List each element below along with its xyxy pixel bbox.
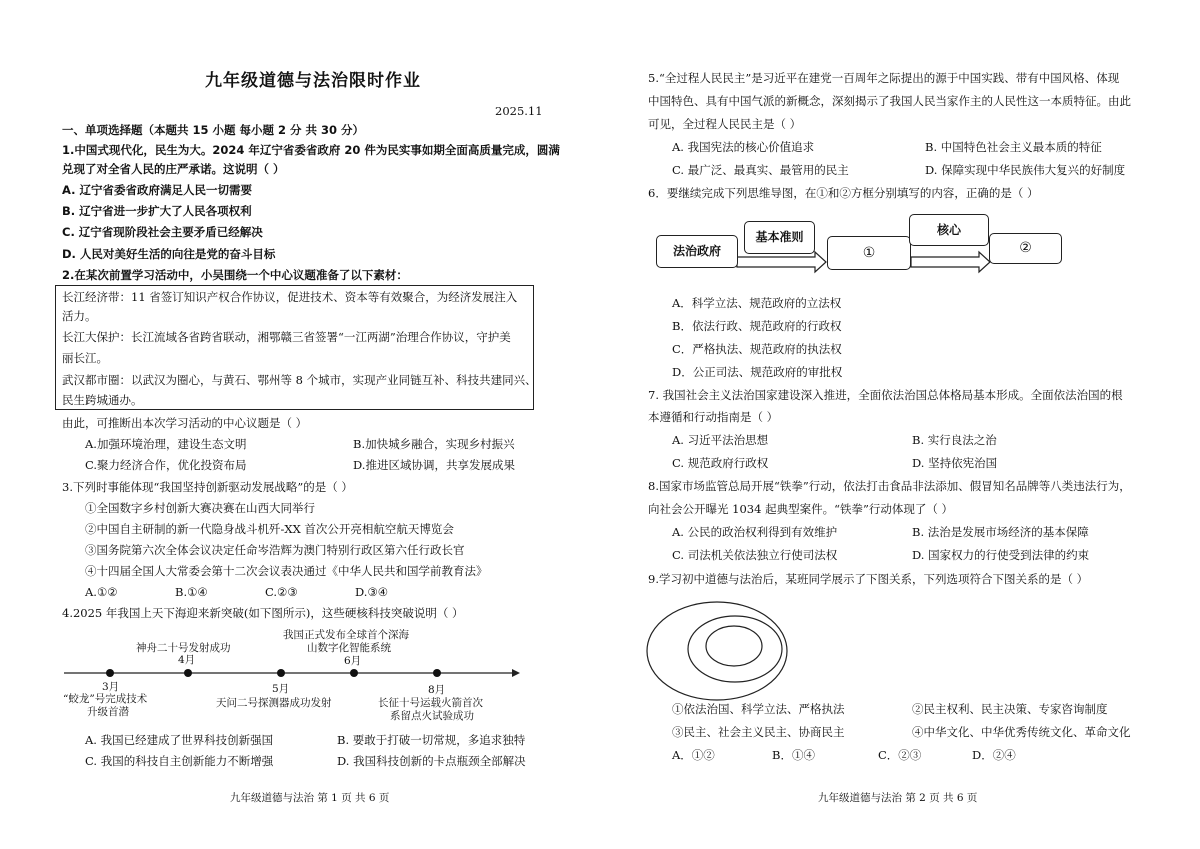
q3-option-d: D.③④	[355, 585, 389, 599]
q1-option-d: D. 人民对美好生活的向往是党的奋斗目标	[62, 247, 276, 261]
q3-option-b: B.①④	[175, 585, 208, 599]
q1-option-a: A. 辽宁省委省政府满足人民一切需要	[62, 183, 252, 197]
q7-stem-line1: 7. 我国社会主义法治国家建设深入推进，全面依法治国总体格局基本形成。全面依法治国的根	[648, 388, 1123, 402]
q5-stem-line1: 5.“全过程人民民主”是习近平在建党一百周年之际提出的源于中国实践、带有中国风格、体现	[648, 71, 1120, 85]
q6-option-a: A．科学立法、规范政府的立法权	[672, 296, 842, 310]
q9-nested-ellipses	[600, 0, 1200, 849]
q6-option-d: D．公正司法、规范政府的审批权	[672, 365, 843, 379]
timeline-month: 6月	[344, 655, 362, 667]
q9-option-c: C．②③	[878, 748, 922, 762]
q9-stem: 9.学习初中道德与法治后，某班同学展示了下图关系，下列选项符合下图关系的是（ ）	[648, 572, 1089, 586]
q2-material-line: 长江经济带：11 省签订知识产权合作协议，促进技术、资本等有效聚合，为经济发展注入	[62, 290, 518, 304]
flow-label-basic-principle: 基本准则	[744, 221, 815, 254]
q2-material-line: 长江大保护：长江流域各省跨省联动，湘鄂赣三省签署“一江两湖”治理合作协议，守护美	[62, 330, 511, 344]
q3-item: ②中国自主研制的新一代隐身战斗机歼-XX 首次公开亮相航空航天博览会	[85, 522, 454, 536]
q4-option-b: B. 要敢于打破一切常规，多追求独特	[337, 733, 526, 747]
page-title: 九年级道德与法治限时作业	[205, 71, 421, 91]
timeline-dot-march	[106, 669, 114, 677]
timeline-month: 5月	[272, 683, 290, 695]
q2-material-line: 丽长江。	[62, 351, 108, 365]
q1-stem-line2: 兑现了对全省人民的庄严承诺。这说明（ ）	[62, 162, 285, 176]
q4-option-d: D. 我国科技创新的卡点瓶颈全部解决	[337, 754, 526, 768]
timeline-event-text: 天问二号探测器成功发射	[216, 697, 332, 709]
q5-option-a: A. 我国宪法的核心价值追求	[672, 140, 815, 154]
q3-item: ①全国数字乡村创新大赛决赛在山西大同举行	[85, 501, 315, 515]
section-header: 一、单项选择题（本题共 15 小题 每小题 2 分 共 30 分）	[62, 123, 365, 137]
q6-option-b: B．依法行政、规范政府的行政权	[672, 319, 842, 333]
q5-stem-line2: 中国特色、具有中国气派的新概念，深刻揭示了我国人民当家作主的人民性这一本质特征。由此	[648, 94, 1131, 108]
q7-option-c: C. 规范政府行政权	[672, 456, 769, 470]
q5-option-d: D. 保障实现中华民族伟大复兴的好制度	[925, 163, 1126, 177]
timeline-month: 4月	[178, 654, 196, 666]
q7-option-b: B. 实行良法之治	[912, 433, 997, 447]
flow-box-rule-of-law-government: 法治政府	[656, 235, 738, 268]
q6-option-c: C．严格执法、规范政府的执法权	[672, 342, 842, 356]
page-footer: 九年级道德与法治 第 2 页 共 6 页	[818, 792, 978, 804]
page-2	[600, 0, 1200, 849]
timeline-month: 8月	[428, 684, 446, 696]
date-label: 2025.11	[495, 104, 543, 118]
q7-stem-line2: 本遵循和行动指南是（ ）	[648, 410, 779, 424]
q5-option-c: C. 最广泛、最真实、最管用的民主	[672, 163, 849, 177]
q2-option-a: A.加强环境治理，建设生态文明	[85, 437, 247, 451]
q8-option-b: B. 法治是发展市场经济的基本保障	[912, 525, 1089, 539]
q1-stem-line1: 1.中国式现代化，民生为大。2024 年辽宁省委省政府 20 件为民实事如期全面高质量完成，圆满	[62, 143, 560, 157]
flow-box-blank-2: ②	[989, 233, 1062, 264]
timeline-event-text: 神舟二十号发射成功	[136, 642, 231, 654]
q4-stem: 4.2025 年我国上天下海迎来新突破(如下图所示)，这些硬核科技突破说明（ ）	[62, 606, 464, 620]
q9-item: ④中华文化、中华优秀传统文化、革命文化	[912, 725, 1131, 739]
q7-option-a: A. 习近平法治思想	[672, 433, 769, 447]
q8-option-a: A. 公民的政治权利得到有效维护	[672, 525, 838, 539]
outer-ellipse	[647, 602, 787, 700]
q3-stem: 3.下列时事能体现“我国坚持创新驱动发展战略”的是（ ）	[62, 480, 353, 494]
timeline-dot-june	[350, 669, 358, 677]
q1-option-b: B. 辽宁省进一步扩大了人民各项权利	[62, 204, 252, 218]
q9-item: ①依法治国、科学立法、严格执法	[672, 702, 845, 716]
q2-material-line: 民生跨城通办。	[62, 393, 143, 407]
timeline-event-text: 长征十号运载火箭首次	[378, 697, 483, 709]
timeline-dot-april	[184, 669, 192, 677]
timeline-dot-may	[277, 669, 285, 677]
timeline-month: 3月	[102, 681, 120, 693]
timeline-event-text: 系留点火试验成功	[390, 710, 474, 722]
q2-material-line: 活力。	[62, 309, 97, 323]
q4-option-c: C. 我国的科技自主创新能力不断增强	[85, 754, 274, 768]
flow-box-blank-1: ①	[827, 236, 911, 270]
q2-follow: 由此，可推断出本次学习活动的中心议题是（ ）	[62, 416, 308, 430]
q2-option-d: D.推进区域协调，共享发展成果	[353, 458, 515, 472]
timeline-dot-august	[433, 669, 441, 677]
inner-ellipse	[706, 626, 762, 666]
q8-stem-line2: 向社会公开曝光 1034 起典型案件。“铁拳”行动体现了（ ）	[648, 502, 953, 516]
q4-option-a: A. 我国已经建成了世界科技创新强国	[85, 733, 274, 747]
q2-material-line: 武汉都市圈：以武汉为圈心，与黄石、鄂州等 8 个城市，实现产业同链互补、科技共建同兴、	[62, 373, 537, 387]
page-footer: 九年级道德与法治 第 1 页 共 6 页	[230, 792, 390, 804]
q8-stem-line1: 8.国家市场监管总局开展“铁拳”行动，依法打击食品非法添加、假冒知名品牌等八类违法行为，	[648, 479, 1131, 493]
q9-item: ②民主权利、民主决策、专家咨询制度	[912, 702, 1108, 716]
q8-option-d: D. 国家权力的行使受到法律的约束	[912, 548, 1090, 562]
q9-option-b: B．①④	[772, 748, 815, 762]
q7-option-d: D. 坚持依宪治国	[912, 456, 998, 470]
timeline-event-text: 我国正式发布全球首个深海	[283, 629, 409, 641]
timeline-event-text: 山数字化智能系统	[307, 642, 391, 654]
q2-stem: 2.在某次前置学习活动中，小吴围绕一个中心议题准备了以下素材：	[62, 268, 408, 282]
q3-option-c: C.②③	[265, 585, 298, 599]
q5-stem-line3: 可见，全过程人民民主是（ ）	[648, 117, 802, 131]
q9-option-a: A．①②	[672, 748, 715, 762]
q1-option-c: C. 辽宁省现阶段社会主要矛盾已经解决	[62, 225, 263, 239]
q8-option-c: C. 司法机关依法独立行使司法权	[672, 548, 838, 562]
q6-stem: 6．要继续完成下列思维导图，在①和②方框分别填写的内容，正确的是（ ）	[648, 186, 1039, 200]
q5-option-b: B. 中国特色社会主义最本质的特征	[925, 140, 1102, 154]
timeline-event-text: “蛟龙”号完成技术	[63, 693, 148, 705]
q2-option-c: C.聚力经济合作，优化投资布局	[85, 458, 247, 472]
q3-option-a: A.①②	[85, 585, 118, 599]
q9-option-d: D．②④	[972, 748, 1016, 762]
timeline-arrowhead	[512, 669, 520, 677]
q3-item: ③国务院第六次全体会议决定任命岑浩辉为澳门特别行政区第六任行政长官	[85, 543, 465, 557]
flow-label-core: 核心	[909, 214, 989, 246]
q9-item: ③民主、社会主义民主、协商民主	[672, 725, 845, 739]
timeline-event-text: 升级首潜	[87, 706, 129, 718]
q3-item: ④十四届全国人大常委会第十二次会议表决通过《中华人民共和国学前教育法》	[85, 564, 488, 578]
q2-option-b: B.加快城乡融合，实现乡村振兴	[353, 437, 515, 451]
